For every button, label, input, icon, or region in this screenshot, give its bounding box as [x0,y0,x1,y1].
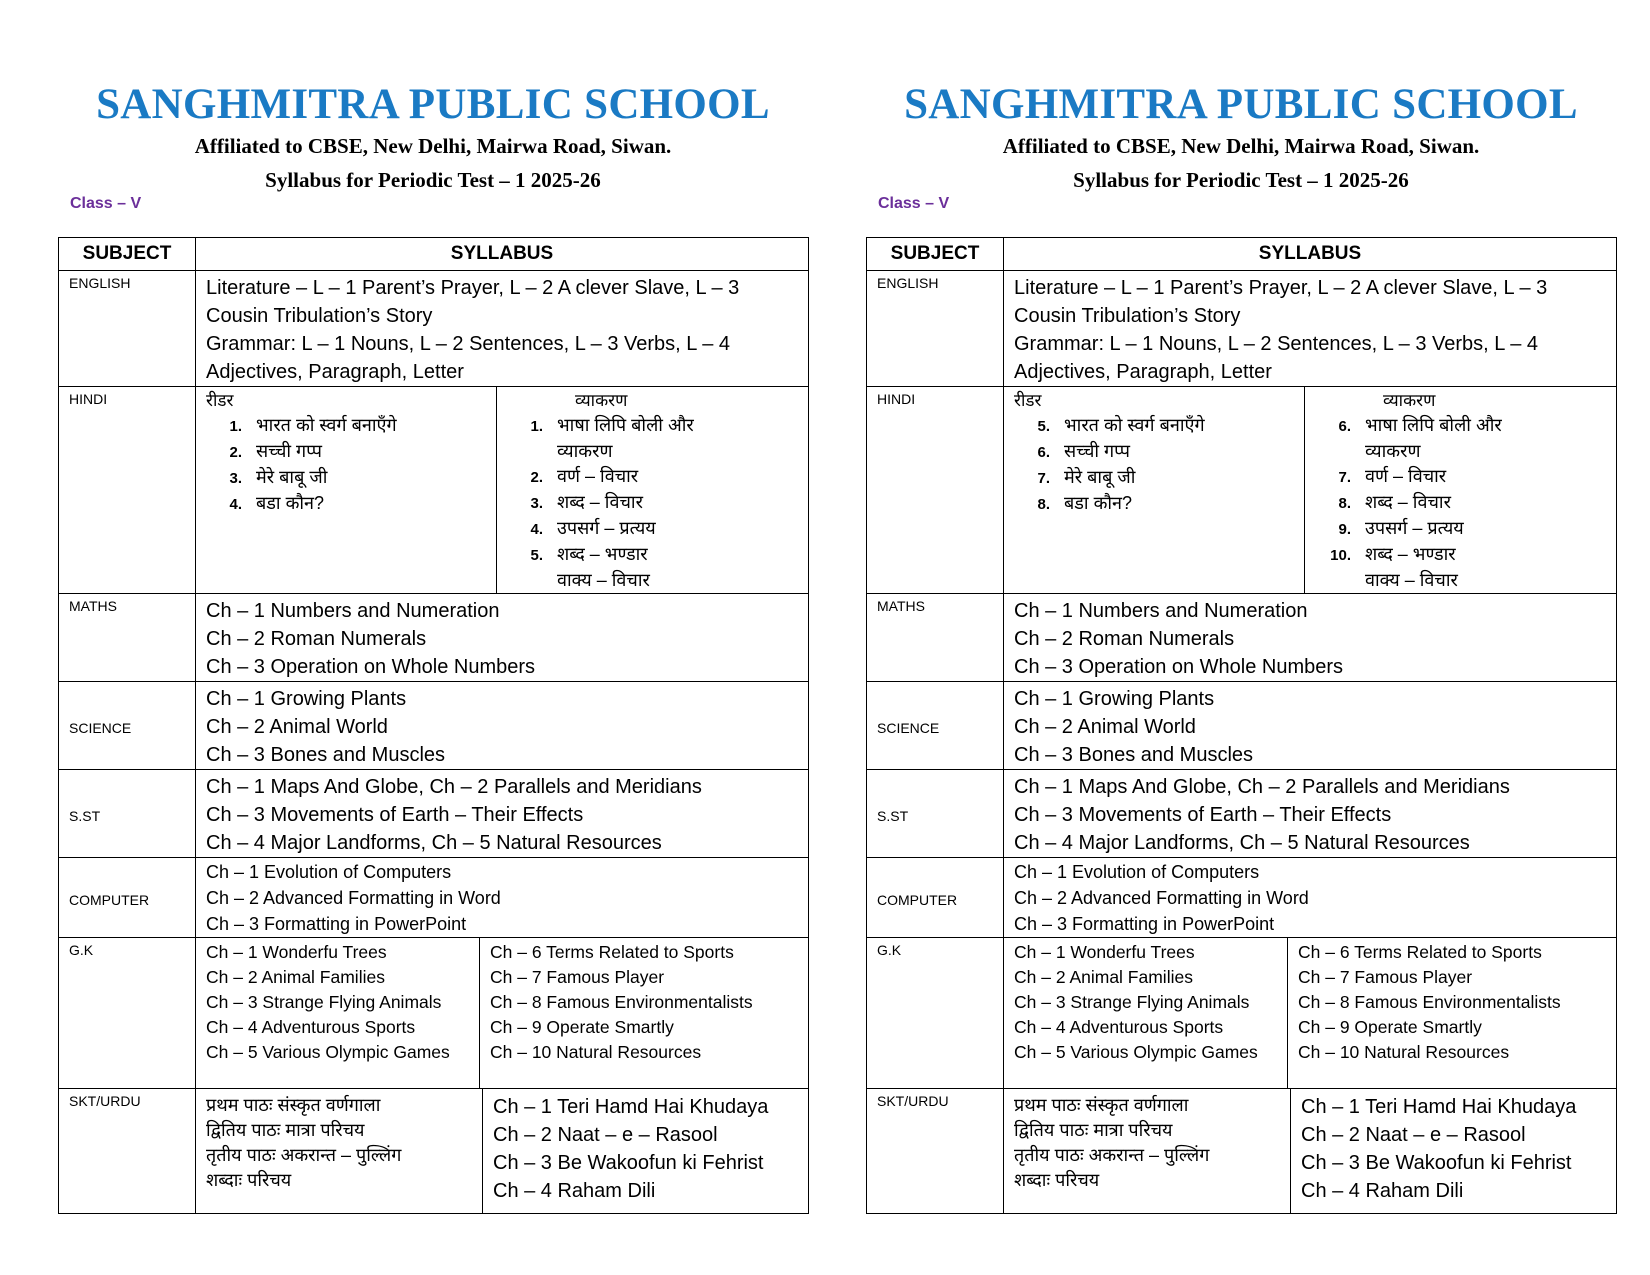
gk-line: Ch – 6 Terms Related to Sports [490,942,734,962]
english-row [59,271,809,387]
subject-hindi: HINDI [867,387,1004,594]
list-item [1315,413,1616,439]
gk-line: Ch – 7 Famous Player [490,967,665,987]
computer-line: Ch – 3 Formatting in PowerPoint [1014,914,1275,934]
gk-left-column [1004,938,1288,1088]
hindi-row [867,387,1617,594]
gk-line: Ch – 10 Natural Resources [1298,1042,1510,1062]
item-number: 3. [530,495,543,512]
reader-item-text: मेरे बाबू जी [256,467,328,487]
syllabus-title: Syllabus for Periodic Test – 1 2025-26 [265,168,601,192]
grammar-item-text: वर्ण – विचार [1365,466,1447,486]
skt-urdu-row [59,1089,809,1214]
gk-line: Ch – 2 Animal Families [1014,967,1193,987]
english-syllabus [196,271,809,387]
list-item [1315,490,1616,516]
grammar-item-text: उपसर्ग – प्रत्यय [1365,518,1464,538]
grammar-item-text: शब्द – भण्डार [557,544,648,564]
list-item [1315,542,1616,568]
sanskrit-line: तृतीय पाठः अकरान्त – पुल्लिंग [1014,1145,1210,1165]
subject-gk: G.K [867,938,1004,1089]
gk-line: Ch – 3 Strange Flying Animals [1014,992,1250,1012]
grammar-item-text: शब्द – विचार [557,492,643,512]
item-number: 5. [530,547,543,564]
computer-line: Ch – 2 Advanced Formatting in Word [206,888,501,908]
sst-row [867,770,1617,858]
gk-left-column [196,938,480,1088]
list-item [206,491,496,517]
english-line: Literature – L – 1 Parent’s Prayer, L – 2 A clever Slave, L – 3 [1014,277,1548,299]
sanskrit-column [1004,1089,1291,1213]
grammar-item-text: व्याकरण [1365,441,1421,461]
hindi-reader-list [206,413,496,517]
item-number: 3. [229,470,242,487]
maths-syllabus [1004,594,1617,682]
maths-line: Ch – 1 Numbers and Numeration [206,600,500,622]
gk-line: Ch – 7 Famous Player [1298,967,1473,987]
item-number: 6. [1338,418,1351,435]
list-item [507,568,808,593]
grammar-item-text: भाषा लिपि बोली और [1365,415,1502,435]
hindi-reader [196,387,497,593]
gk-syllabus [196,938,809,1089]
computer-line: Ch – 2 Advanced Formatting in Word [1014,888,1309,908]
gk-line: Ch – 8 Famous Environmentalists [490,992,753,1012]
gk-row [867,938,1617,1089]
grammar-item-text: शब्द – भण्डार [1365,544,1456,564]
list-item [1014,491,1304,517]
syllabus-column-header: SYLLABUS [1004,238,1617,271]
subject-column-header: SUBJECT [867,238,1004,271]
reader-item-text: भारत को स्वर्ग बनाएँगे [1064,415,1205,435]
hindi-grammar [497,387,809,593]
science-syllabus [196,682,809,770]
sanskrit-line: प्रथम पाठः संस्कृत वर्णगाला [206,1095,381,1115]
sanskrit-column [196,1089,483,1213]
maths-line: Ch – 2 Roman Numerals [206,628,427,650]
syllabus-sheet-right [808,0,1633,1275]
list-item [1315,464,1616,490]
subject-maths: MATHS [59,594,196,682]
hindi-reader [1004,387,1305,593]
item-number: 7. [1037,470,1050,487]
computer-line: Ch – 1 Evolution of Computers [1014,862,1260,882]
subject-column-header: SUBJECT [59,238,196,271]
list-item [507,542,808,568]
item-number: 2. [530,469,543,486]
affiliation-line: Affiliated to CBSE, New Delhi, Mairwa Road, Siwan. [194,134,672,158]
gk-line: Ch – 10 Natural Resources [490,1042,702,1062]
subject-english: ENGLISH [867,271,1004,387]
item-number: 8. [1037,496,1050,513]
gk-right-column [480,938,809,1088]
list-item [206,439,496,465]
gk-line: Ch – 9 Operate Smartly [1298,1017,1482,1037]
skt-urdu-row [867,1089,1617,1214]
list-item [1315,516,1616,542]
urdu-line: Ch – 3 Be Wakoofun ki Fehrist [493,1152,764,1174]
gk-row [59,938,809,1089]
list-item [507,490,808,516]
gk-line: Ch – 1 Wonderfu Trees [1014,942,1195,962]
science-row [867,682,1617,770]
urdu-line: Ch – 4 Raham Dili [1301,1180,1464,1202]
english-line: Adjectives, Paragraph, Letter [206,361,464,383]
science-line: Ch – 2 Animal World [1014,716,1196,738]
sst-line: Ch – 4 Major Landforms, Ch – 5 Natural Resources [206,832,662,854]
science-line: Ch – 2 Animal World [206,716,388,738]
list-item [206,413,496,439]
maths-line: Ch – 2 Roman Numerals [1014,628,1235,650]
maths-row [59,594,809,682]
subject-skt-urdu: SKT/URDU [867,1089,1004,1214]
list-item [1315,568,1616,593]
school-name: SANGHMITRA PUBLIC SCHOOL [96,81,770,128]
gk-line: Ch – 5 Various Olympic Games [1014,1042,1258,1062]
grammar-item-text: वर्ण – विचार [557,466,639,486]
item-number: 5. [1037,418,1050,435]
english-row [867,271,1617,387]
syllabus-table [58,237,809,1214]
computer-syllabus [196,858,809,938]
hindi-grammar-list [1315,413,1616,593]
urdu-line: Ch – 3 Be Wakoofun ki Fehrist [1301,1152,1572,1174]
sanskrit-line: तृतीय पाठः अकरान्त – पुल्लिंग [206,1145,402,1165]
syllabus-column-header: SYLLABUS [196,238,809,271]
hindi-grammar-heading: व्याकरण [1383,391,1436,410]
gk-line: Ch – 6 Terms Related to Sports [1298,942,1542,962]
subject-computer: COMPUTER [867,858,1004,938]
english-line: Grammar: L – 1 Nouns, L – 2 Sentences, L – 3 Verbs, L – 4 [1014,333,1538,355]
subject-sst: S.ST [59,770,196,858]
item-number: 1. [530,418,543,435]
hindi-grammar-heading: व्याकरण [575,391,628,410]
urdu-line: Ch – 2 Naat – e – Rasool [1301,1124,1526,1146]
skt-urdu-syllabus [1004,1089,1617,1214]
list-item [1315,439,1616,464]
item-number: 8. [1338,495,1351,512]
maths-syllabus [196,594,809,682]
sanskrit-line: शब्दाः परिचय [1014,1170,1100,1190]
subject-computer: COMPUTER [59,858,196,938]
hindi-reader-heading: रीडर [206,391,234,410]
sst-line: Ch – 4 Major Landforms, Ch – 5 Natural Resources [1014,832,1470,854]
subject-sst: S.ST [867,770,1004,858]
hindi-reader-list [1014,413,1304,517]
science-syllabus [1004,682,1617,770]
sst-syllabus [196,770,809,858]
urdu-column [483,1089,809,1213]
reader-item-text: बडा कौन? [256,493,325,513]
sst-line: Ch – 3 Movements of Earth – Their Effects [206,804,584,826]
sst-syllabus [1004,770,1617,858]
sanskrit-line: द्वितिय पाठः मात्रा परिचय [1014,1120,1173,1140]
sst-line: Ch – 3 Movements of Earth – Their Effects [1014,804,1392,826]
list-item [1014,465,1304,491]
computer-line: Ch – 1 Evolution of Computers [206,862,452,882]
item-number: 1. [229,418,242,435]
list-item [1014,439,1304,465]
gk-line: Ch – 5 Various Olympic Games [206,1042,450,1062]
hindi-grammar [1305,387,1617,593]
maths-line: Ch – 1 Numbers and Numeration [1014,600,1308,622]
subject-hindi: HINDI [59,387,196,594]
hindi-syllabus [1004,387,1617,594]
subject-science: SCIENCE [59,682,196,770]
grammar-item-text: भाषा लिपि बोली और [557,415,694,435]
grammar-item-text: वाक्य – विचार [1365,570,1458,590]
item-number: 7. [1338,469,1351,486]
science-line: Ch – 1 Growing Plants [206,688,407,710]
syllabus-title: Syllabus for Periodic Test – 1 2025-26 [1073,168,1409,192]
english-line: Cousin Tribulation’s Story [206,305,433,327]
subject-maths: MATHS [867,594,1004,682]
list-item [507,516,808,542]
syllabus-table [866,237,1617,1214]
item-number: 6. [1037,444,1050,461]
maths-line: Ch – 3 Operation on Whole Numbers [1014,656,1344,678]
sst-row [59,770,809,858]
item-number: 4. [229,496,242,513]
list-item [1014,413,1304,439]
maths-line: Ch – 3 Operation on Whole Numbers [206,656,536,678]
english-line: Adjectives, Paragraph, Letter [1014,361,1272,383]
urdu-line: Ch – 1 Teri Hamd Hai Khudaya [493,1096,769,1118]
gk-line: Ch – 8 Famous Environmentalists [1298,992,1561,1012]
sanskrit-line: शब्दाः परिचय [206,1170,292,1190]
item-number: 9. [1338,521,1351,538]
reader-item-text: बडा कौन? [1064,493,1133,513]
grammar-item-text: व्याकरण [557,441,613,461]
table-header-row [867,238,1617,271]
list-item [507,464,808,490]
english-line: Literature – L – 1 Parent’s Prayer, L – 2 A clever Slave, L – 3 [206,277,740,299]
science-line: Ch – 3 Bones and Muscles [1014,744,1254,766]
subject-science: SCIENCE [867,682,1004,770]
list-item [206,465,496,491]
hindi-syllabus [196,387,809,594]
urdu-line: Ch – 4 Raham Dili [493,1180,656,1202]
computer-row [867,858,1617,938]
reader-item-text: सच्ची गप्प [256,441,322,461]
subject-gk: G.K [59,938,196,1089]
gk-line: Ch – 4 Adventurous Sports [206,1017,416,1037]
gk-line: Ch – 1 Wonderfu Trees [206,942,387,962]
english-line: Cousin Tribulation’s Story [1014,305,1241,327]
reader-item-text: भारत को स्वर्ग बनाएँगे [256,415,397,435]
skt-urdu-syllabus [196,1089,809,1214]
class-label: Class – V [878,195,950,212]
english-syllabus [1004,271,1617,387]
urdu-line: Ch – 1 Teri Hamd Hai Khudaya [1301,1096,1577,1118]
reader-item-text: मेरे बाबू जी [1064,467,1136,487]
urdu-column [1291,1089,1617,1213]
list-item [507,439,808,464]
gk-line: Ch – 3 Strange Flying Animals [206,992,442,1012]
hindi-reader-heading: रीडर [1014,391,1042,410]
list-item [507,413,808,439]
item-number: 4. [530,521,543,538]
item-number: 10. [1330,547,1351,564]
science-line: Ch – 1 Growing Plants [1014,688,1215,710]
english-line: Grammar: L – 1 Nouns, L – 2 Sentences, L – 3 Verbs, L – 4 [206,333,730,355]
computer-row [59,858,809,938]
sst-line: Ch – 1 Maps And Globe, Ch – 2 Parallels and Meridians [1014,776,1510,798]
affiliation-line: Affiliated to CBSE, New Delhi, Mairwa Road, Siwan. [1002,134,1480,158]
sanskrit-line: द्वितिय पाठः मात्रा परिचय [206,1120,365,1140]
gk-line: Ch – 9 Operate Smartly [490,1017,674,1037]
grammar-item-text: वाक्य – विचार [557,570,650,590]
sst-line: Ch – 1 Maps And Globe, Ch – 2 Parallels and Meridians [206,776,702,798]
hindi-row [59,387,809,594]
class-label: Class – V [70,195,142,212]
urdu-line: Ch – 2 Naat – e – Rasool [493,1124,718,1146]
gk-right-column [1288,938,1617,1088]
grammar-item-text: शब्द – विचार [1365,492,1451,512]
reader-item-text: सच्ची गप्प [1064,441,1130,461]
subject-skt-urdu: SKT/URDU [59,1089,196,1214]
table-header-row [59,238,809,271]
hindi-grammar-list [507,413,808,593]
gk-syllabus [1004,938,1617,1089]
computer-line: Ch – 3 Formatting in PowerPoint [206,914,467,934]
gk-line: Ch – 2 Animal Families [206,967,385,987]
item-number: 2. [229,444,242,461]
school-name: SANGHMITRA PUBLIC SCHOOL [904,81,1578,128]
science-line: Ch – 3 Bones and Muscles [206,744,446,766]
grammar-item-text: उपसर्ग – प्रत्यय [557,518,656,538]
sanskrit-line: प्रथम पाठः संस्कृत वर्णगाला [1014,1095,1189,1115]
maths-row [867,594,1617,682]
subject-english: ENGLISH [59,271,196,387]
science-row [59,682,809,770]
computer-syllabus [1004,858,1617,938]
gk-line: Ch – 4 Adventurous Sports [1014,1017,1224,1037]
